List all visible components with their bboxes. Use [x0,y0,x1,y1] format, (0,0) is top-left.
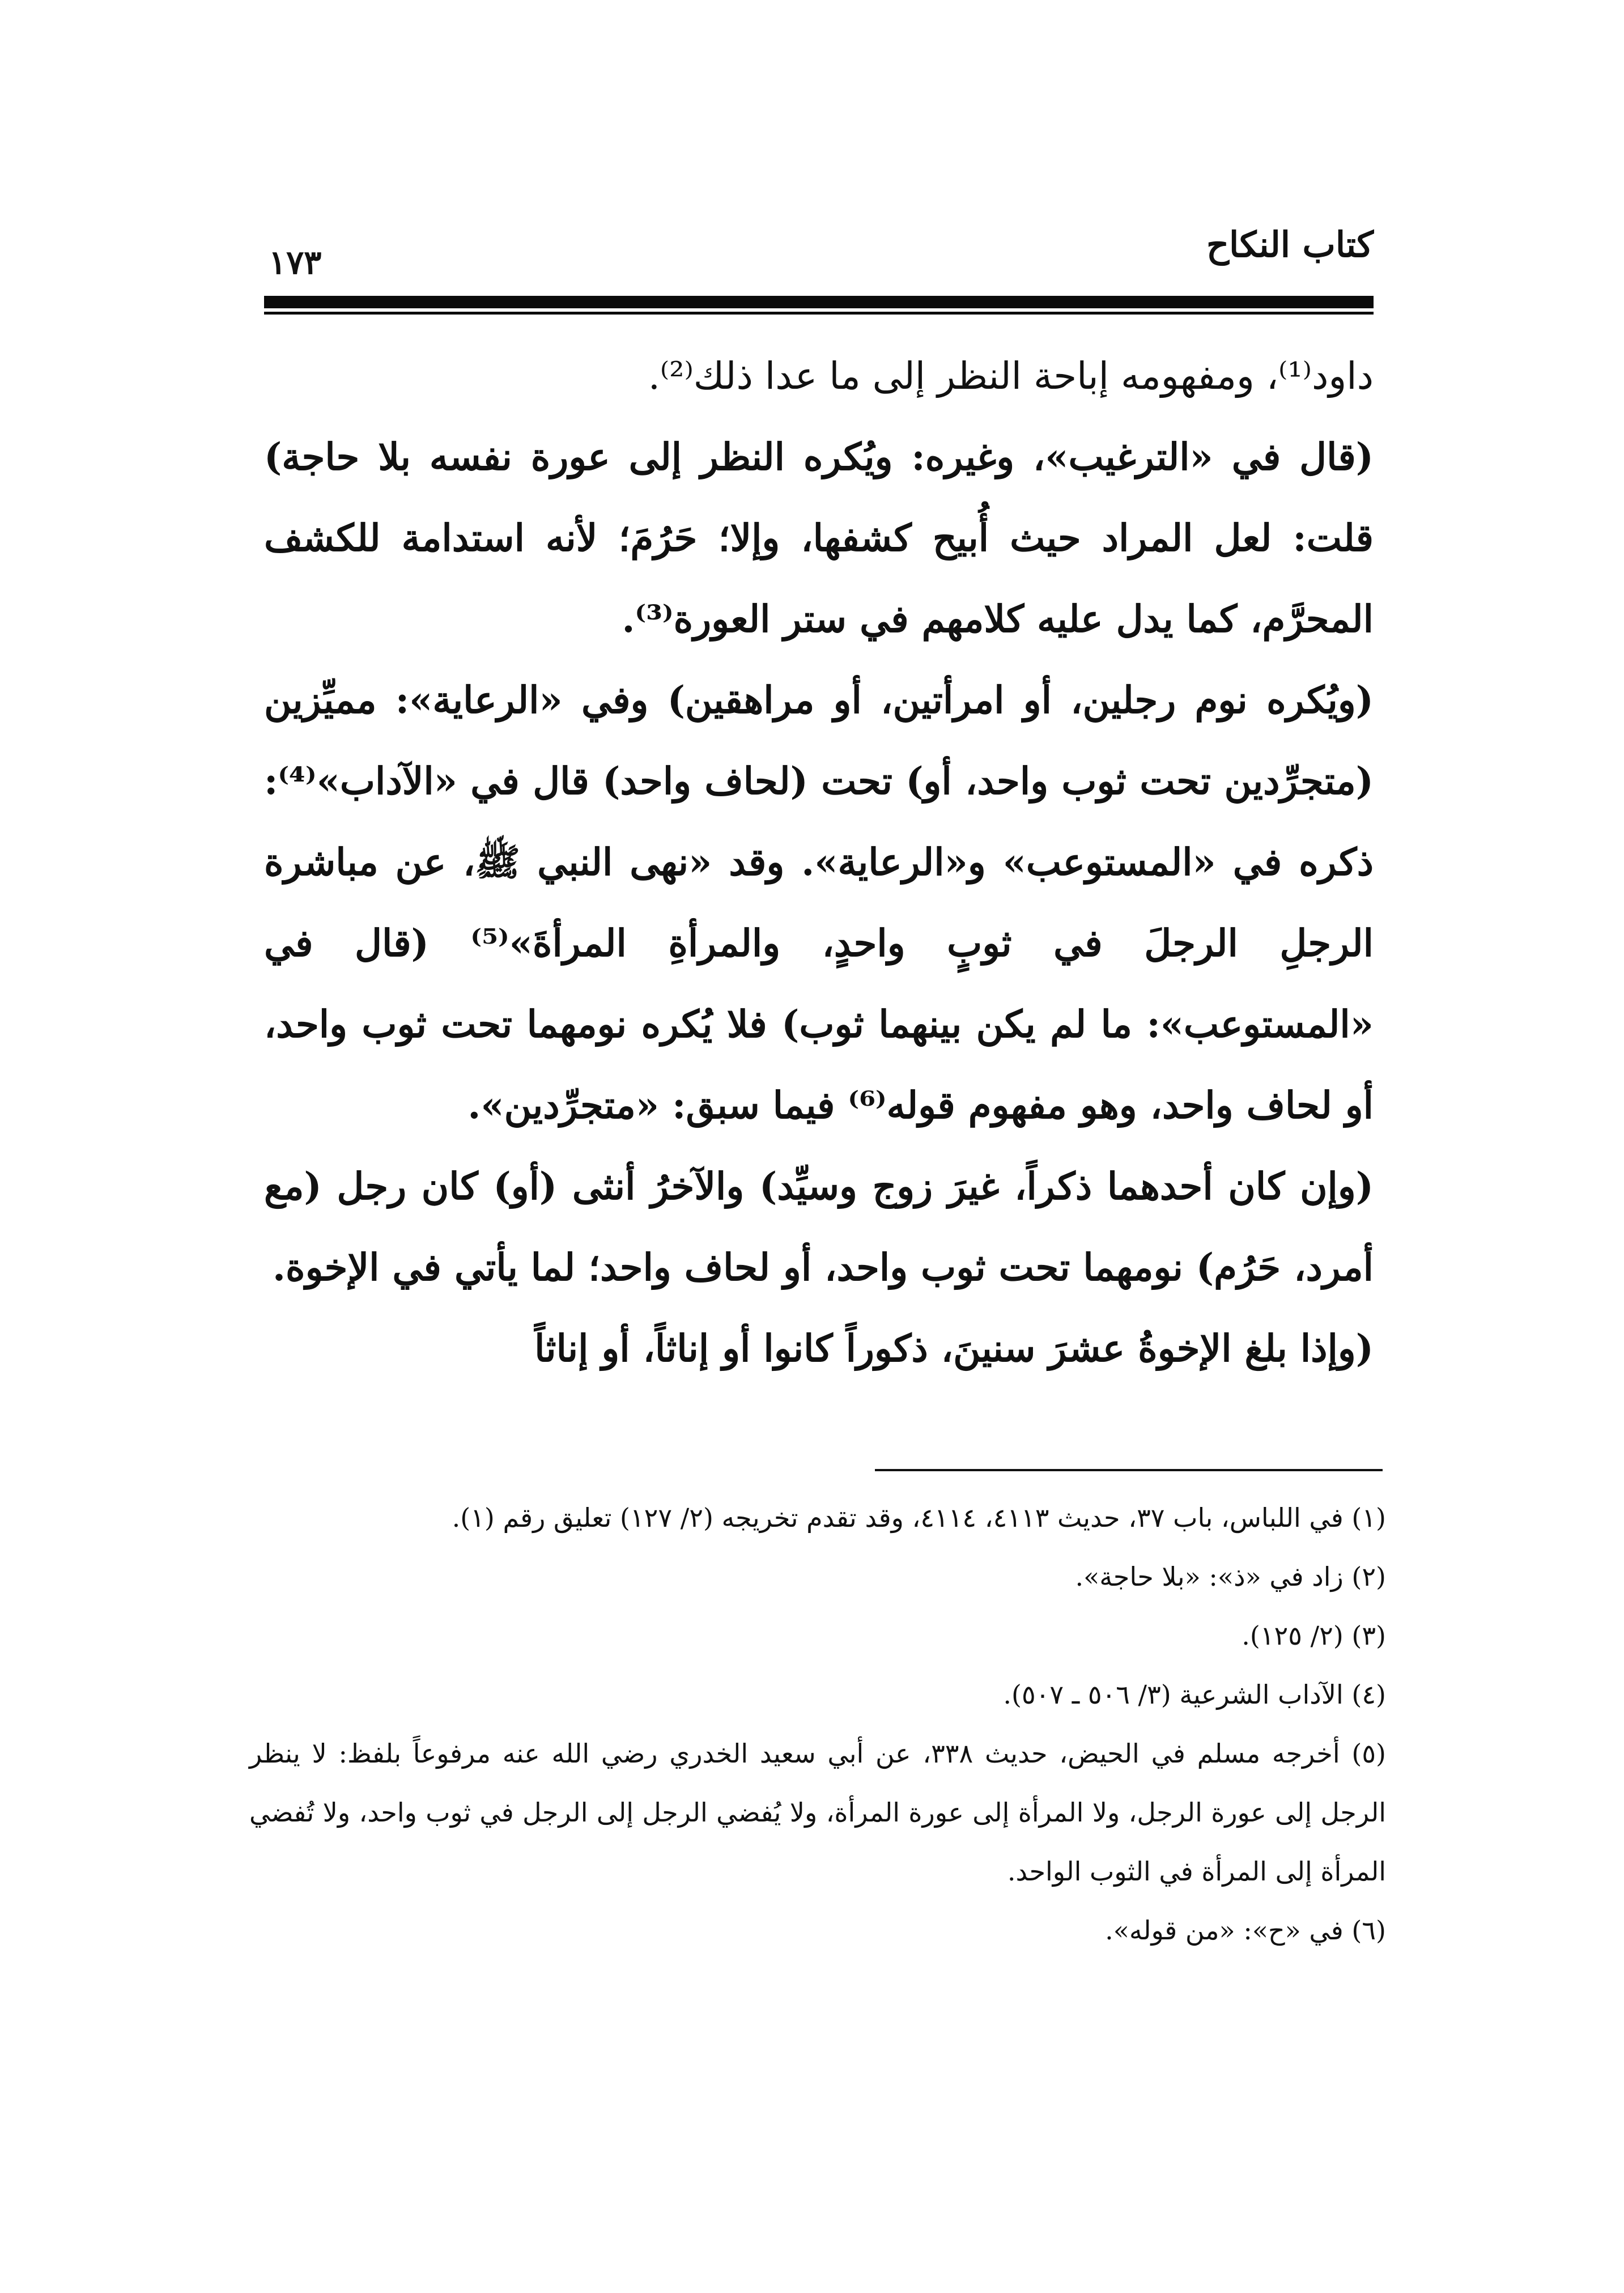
footnote-4: (٤) الآداب الشرعية (٣/ ٥٠٦ ـ ٥٠٧). [1003,1679,1386,1710]
paragraph-5: (وإذا بلغ الإخوةُ عشرَ سنينَ، ذكوراً كانوا أو إناثاً، أو إناثاً [534,1326,1374,1370]
footnote-2: (٢) زاد في «ذ»: «بلا حاجة». [1075,1561,1386,1592]
header-rule-thick [264,296,1374,308]
footnote-separator [875,1469,1383,1471]
paragraph-2: (قال في «الترغيب»، وغيره: ويُكره النظر إلى عورة نفسه بلا حاجة) قلت: لعل المراد حيث أُبيح كشفها، وإلا؛ حَرُمَ؛ لأنه استدامة للكشف المحرَّم، كما يدل عليه كلامهم في ستر العورة⁽³⁾. [264,435,1374,641]
footnote-3: (٣) (٢/ ١٢٥). [1242,1620,1386,1651]
paragraph-4: (وإن كان أحدهما ذكراً، غيرَ زوج وسيِّد) والآخرُ أنثى (أو) كان رجل (مع أمرد، حَرُم) نومهما تحت ثوب واحد، أو لحاف واحد؛ لما يأتي في الإخوة. [264,1164,1374,1289]
page-number: ١٧٣ [269,243,322,282]
paragraph-1: داود⁽¹⁾، ومفهومه إباحة النظر إلى ما عدا ذلك⁽²⁾. [648,354,1374,398]
footnote-5: (٥) أخرجه مسلم في الحيض، حديث ٣٣٨، عن أبي سعيد الخدري رضي الله عنه مرفوعاً بلفظ: لا ينظر الرجل إلى عورة الرجل، ولا المرأة إلى عورة المرأة، ولا يُفضي الرجل إلى الرجل في ثوب واحد، ولا تُفضي المرأة إلى المرأة في الثوب الواحد. [249,1738,1386,1887]
header-rule-thin [264,312,1374,315]
footnote-1: (١) في اللباس، باب ٣٧، حديث ٤١١٣، ٤١١٤، وقد تقدم تخريجه (٢/ ١٢٧) تعليق رقم (١). [452,1502,1386,1533]
footnote-6: (٦) في «ح»: «من قوله». [1105,1915,1386,1946]
footnotes-list [249,1488,1386,1960]
chapter-title: كتاب النكاح [1206,224,1374,265]
paragraph-3: (ويُكره نوم رجلين، أو امرأتين، أو مراهقين) وفي «الرعاية»: مميِّزين (متجرِّدين تحت ثوب واحد، أو) تحت (لحاف واحد) قال في «الآداب»⁽⁴⁾: ذكره في «المستوعب» و«الرعاية». وقد «نهى النبي ﷺ، عن مباشرة الرجلِ الرجلَ في ثوبٍ واحدٍ، والمرأةِ المرأةَ»⁽⁵⁾ (قال في «المستوعب»: ما لم يكن بينهما ثوب) فلا يُكره نومهما تحت ثوب واحد، أو لحاف واحد، وهو مفهوم قوله⁽⁶⁾ فيما سبق: «متجرِّدين». [264,678,1374,1127]
main-text [264,336,1374,1389]
